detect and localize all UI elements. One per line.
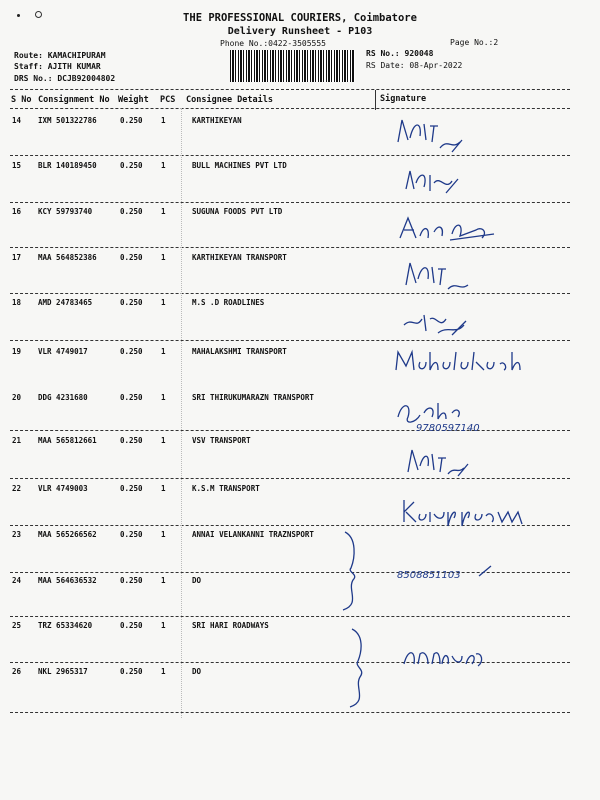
brace-rows-23-24	[337, 528, 367, 613]
runsheet-title: Delivery Runsheet - P103	[227, 26, 373, 37]
row-consignment: KCY 59793740	[38, 207, 93, 216]
signature-row-19	[392, 346, 552, 376]
row-separator	[10, 712, 570, 713]
row-sno: 20	[12, 393, 22, 402]
rs-number: RS No.: 920048	[366, 49, 434, 58]
row-pcs: 1	[161, 347, 166, 356]
row-pcs: 1	[161, 530, 166, 539]
signature-row-22	[398, 494, 548, 529]
row-consignee: MAHALAKSHMI TRANSPORT	[192, 347, 287, 356]
row-sno: 19	[12, 347, 22, 356]
row-weight: 0.250	[120, 253, 143, 262]
row-weight: 0.250	[120, 393, 143, 402]
row-weight: 0.250	[120, 161, 143, 170]
row-pcs: 1	[161, 576, 166, 585]
row-pcs: 1	[161, 161, 166, 170]
signature-row-21	[400, 444, 480, 479]
signature-row-17	[398, 255, 478, 295]
row-separator	[10, 340, 570, 341]
row-sno: 22	[12, 484, 22, 493]
row-sno: 25	[12, 621, 22, 630]
row-separator	[10, 478, 570, 479]
row-pcs: 1	[161, 484, 166, 493]
row-consignment: DDG 4231680	[38, 393, 88, 402]
rs-date: RS Date: 08-Apr-2022	[366, 61, 463, 70]
row-separator	[10, 616, 570, 617]
row-separator	[10, 202, 570, 203]
row-consignee: DO	[192, 576, 202, 585]
row-weight: 0.250	[120, 621, 143, 630]
header-top-rule	[10, 89, 570, 90]
row-weight: 0.250	[120, 576, 143, 585]
signature-row-26	[398, 640, 488, 670]
brace-rows-25-26	[346, 625, 376, 710]
col-signature: Signature	[380, 94, 427, 104]
row-weight: 0.250	[120, 298, 143, 307]
row-separator	[10, 293, 570, 294]
signature-row-24	[395, 560, 505, 585]
signature-row-14	[390, 112, 470, 157]
row-consignment: VLR 4749003	[38, 484, 88, 493]
row-sno: 18	[12, 298, 22, 307]
row-separator	[10, 155, 570, 156]
row-pcs: 1	[161, 667, 166, 676]
page-number: Page No.:2	[450, 38, 499, 47]
row-consignee: SUGUNA FOODS PVT LTD	[192, 207, 283, 216]
row-pcs: 1	[161, 621, 166, 630]
row-consignee: KARTHIKEYAN TRANSPORT	[192, 253, 287, 262]
vertical-guide	[181, 108, 182, 718]
row-consignment: VLR 4749017	[38, 347, 88, 356]
signature-row-18	[398, 305, 478, 340]
row-consignment: BLR 140189450	[38, 161, 97, 170]
header-bottom-rule	[10, 108, 570, 109]
row-consignment: TRZ 65334620	[38, 621, 93, 630]
row-consignee: ANNAI VELANKANNI TRAZNSPORT	[192, 530, 314, 539]
row-consignment: AMD 24783465	[38, 298, 93, 307]
row-pcs: 1	[161, 393, 166, 402]
signature-row-16	[390, 212, 500, 247]
row-consignee: K.S.M TRANSPORT	[192, 484, 260, 493]
signature-column-divider	[375, 90, 376, 110]
row-sno: 16	[12, 207, 22, 216]
row-consignee: M.S .D ROADLINES	[192, 298, 265, 307]
row-consignee: KARTHIKEYAN	[192, 116, 242, 125]
row-consignment: MAA 565812661	[38, 436, 97, 445]
row-weight: 0.250	[120, 484, 143, 493]
phone-number: Phone No.:0422-3505555	[220, 39, 326, 48]
row-separator	[10, 247, 570, 248]
row-consignment: MAA 565266562	[38, 530, 97, 539]
company-title: THE PROFESSIONAL COURIERS, Coimbatore	[183, 12, 417, 24]
route-label: Route: KAMACHIPURAM	[14, 51, 106, 60]
staff-label: Staff: AJITH KUMAR	[14, 62, 101, 71]
col-pcs: PCS	[160, 95, 176, 105]
row-pcs: 1	[161, 436, 166, 445]
row-sno: 26	[12, 667, 22, 676]
drs-number: DRS No.: DCJB92004802	[14, 74, 116, 83]
signature-row-20	[392, 393, 512, 433]
row-sno: 14	[12, 116, 22, 125]
row-pcs: 1	[161, 253, 166, 262]
row-sno: 17	[12, 253, 22, 262]
row-consignment: NKL 2965317	[38, 667, 88, 676]
row-sno: 23	[12, 530, 22, 539]
row-consignee: SRI THIRUKUMARAZN TRANSPORT	[192, 393, 314, 402]
row-consignee: VSV TRANSPORT	[192, 436, 251, 445]
signature-text-row-24: 8508851103	[397, 570, 461, 581]
row-weight: 0.250	[120, 347, 143, 356]
col-weight: Weight	[118, 95, 149, 105]
row-sno: 21	[12, 436, 22, 445]
row-consignee: BULL MACHINES PVT LTD	[192, 161, 287, 170]
row-pcs: 1	[161, 116, 166, 125]
row-weight: 0.250	[120, 436, 143, 445]
row-consignment: MAA 564852386	[38, 253, 97, 262]
signature-text-row-20: 9780597140	[416, 423, 480, 433]
row-pcs: 1	[161, 298, 166, 307]
row-consignee: SRI HARI ROADWAYS	[192, 621, 269, 630]
col-consignment: Consignment No	[38, 95, 110, 105]
row-weight: 0.250	[120, 207, 143, 216]
col-consignee: Consignee Details	[186, 95, 273, 105]
row-consignee: DO	[192, 667, 202, 676]
signature-row-15	[400, 165, 470, 200]
row-consignment: MAA 564636532	[38, 576, 97, 585]
row-pcs: 1	[161, 207, 166, 216]
row-sno: 24	[12, 576, 22, 585]
row-weight: 0.250	[120, 116, 143, 125]
col-sno: S No	[11, 95, 32, 105]
row-consignment: IXM 501322786	[38, 116, 97, 125]
row-weight: 0.250	[120, 667, 143, 676]
barcode	[230, 50, 355, 82]
row-sno: 15	[12, 161, 22, 170]
row-weight: 0.250	[120, 530, 143, 539]
